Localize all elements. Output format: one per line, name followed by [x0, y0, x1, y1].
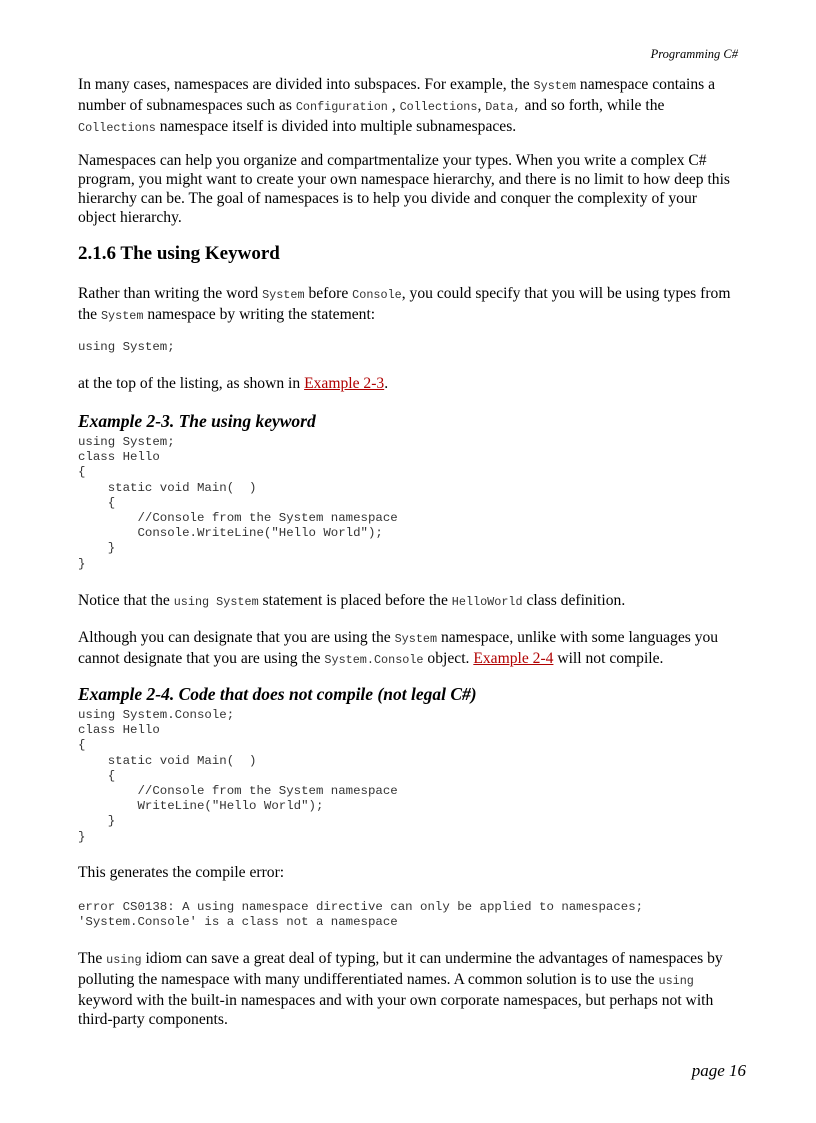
- example-2-4-code: using System.Console; class Hello { static void Main( ) { //Console from the System namespace WriteLine("Hello World"); } }: [78, 708, 398, 844]
- example-2-3-code: using System; class Hello { static void Main( ) { //Console from the System namespace Console.WriteLine("Hello World"); } }: [78, 435, 398, 571]
- compile-error-code: error CS0138: A using namespace directive can only be applied to namespaces; 'System.Console' is a class not a namespace: [78, 900, 644, 930]
- running-header: Programming C#: [650, 47, 738, 61]
- example-2-4-caption: Example 2-4. Code that does not compile (not legal C#): [78, 684, 477, 704]
- paragraph-designate: Although you can designate that you are using the System namespace, unlike with some languages you cannot designate that you are using the System.Console object. Example 2-4 will not compile.: [78, 629, 719, 667]
- code-using-statement: using System;: [78, 340, 175, 354]
- example-2-3-caption: Example 2-3. The using keyword: [78, 411, 316, 431]
- example-2-4-link[interactable]: Example 2-4: [473, 650, 554, 667]
- example-2-3-link[interactable]: Example 2-3: [304, 375, 385, 392]
- paragraph-using-idiom: The using idiom can save a great deal of typing, but it can undermine the advantages of namespaces by polluting the namespace with many undifferentiated names. A common solution is to use the using keyword with the built-in namespaces and with your own corporate namespaces, but perhaps not with third-party components.: [78, 950, 723, 1028]
- paragraph-subspaces: In many cases, namespaces are divided into subspaces. For example, the System namespace contains a number of subnamespaces such as Configuration , Collections, Data, and so forth, while the Collections namespace itself is divided into multiple subnamespaces.: [78, 76, 716, 135]
- section-heading: 2.1.6 The using Keyword: [78, 243, 280, 264]
- paragraph-top-of-listing: at the top of the listing, as shown in Example 2-3.: [78, 375, 389, 392]
- paragraph-organize: Namespaces can help you organize and compartmentalize your types. When you write a complex C# program, you might want to create your own namespace hierarchy, and there is no limit to how deep this hierarchy can be. The goal of namespaces is to help you divide and conquer the complexity of your object hierarchy.: [78, 152, 731, 226]
- paragraph-using-intro: Rather than writing the word System before Console, you could specify that you will be using types from the System namespace by writing the statement:: [78, 285, 731, 323]
- page-number: page 16: [691, 1061, 746, 1080]
- paragraph-compile-error-intro: This generates the compile error:: [78, 864, 285, 881]
- paragraph-notice: Notice that the using System statement is placed before the HelloWorld class definition.: [78, 592, 626, 609]
